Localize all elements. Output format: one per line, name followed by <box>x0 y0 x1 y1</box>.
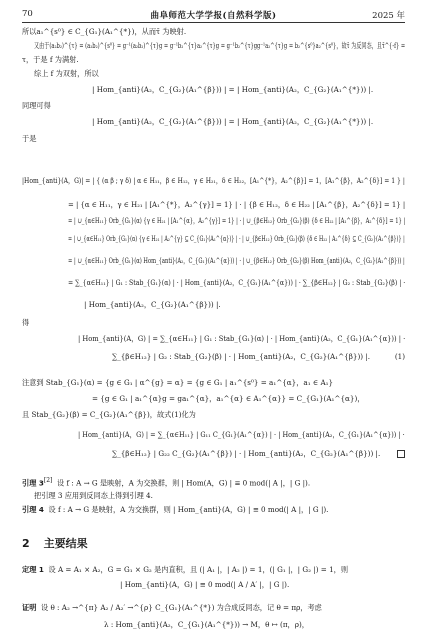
text-line: 所以a₁^{s⁰} ∈ C_{G₁}(A₁^{*})，从而τ̄ 为映射. <box>22 27 187 36</box>
theorem-label: 定理 1 <box>22 565 44 574</box>
proof-text: 设 θ : A₂ →^{π} A₂ / A₂′ →^{ρ} C_{G₁}(A₁^{*}) 为合成反同态，记 θ = πρ，考虑 <box>40 603 322 612</box>
section-heading <box>22 535 88 551</box>
equation: ∑_{β∈H₁₂} | G₂ : Stab_{G₂}(β) | · | Hom_{anti}(A₂，C_{G₂}(A₁^{β})) |. <box>112 352 371 361</box>
running-header <box>22 8 405 23</box>
text-line: 且 Stab_{G₂}(β) = C_{G₂}(A₁^{β})，故式(1)化为 <box>22 410 196 419</box>
equation: |Hom_{anti}(A，G)| = | { (α β ; γ δ) | α ∈ H₁₁，β ∈ H₁₂，γ ∈ H₂₁，δ ∈ H₂₂，[A₁^{*}，A₂^{β}] = 1，[A₁^{β}，A₂^{δ}] = 1 } | <box>22 176 405 185</box>
equation: | Hom_{anti}(A₂，C_{G₂}(A₁^{β})) | = | Hom_{anti}(A₂，C_{G₂}(A₁^{*})) |. <box>92 85 374 94</box>
equation: | Hom_{anti}(A，G) | ≡ 0 mod(| A / A′ |，| G |). <box>120 580 290 589</box>
equation: | Hom_{anti}(A，G) | = ∑_{α∈H₁₁} | G₁ : Stab_{G₁}(α) | · | Hom_{anti}(A₂，C_{G₁}(A₁^{α})) | · <box>78 334 406 343</box>
equation: | Hom_{anti}(A₂，C_{G₂}(A₁^{β})) | = | Hom_{anti}(A₂，C_{G₂}(A₁^{*})) |. <box>92 117 374 126</box>
section-title: 主要结果 <box>43 537 88 550</box>
equation-number: (1) <box>394 352 405 361</box>
text-line: 把引理 3 应用到反同态上得到引理 4. <box>34 491 153 500</box>
citation: [2] <box>43 477 53 484</box>
journal-title: 曲阜师范大学学报(自然科学版) <box>150 11 277 21</box>
lemma-3 <box>22 476 310 487</box>
equation: = | {α ∈ H₁₁，γ ∈ H₂₁ | [A₁^{*}，A₂^{γ}] = 1} | · | {β ∈ H₁₂，δ ∈ H₂₂ | [A₁^{β}，A₂^{δ}] = 1} | <box>68 200 406 209</box>
lemma-label: 引理 3 <box>22 478 44 488</box>
equation: = | ∪_{α∈H₁₁} Orb_{G₁}(α) Hom_{anti}(A₂，C_{G₁}(A₁^{α})) | · | ∪_{β∈H₁₂} Orb_{G₂}(β) Hom_{anti}(A₂，C_{G₂}(A₁^{β})) | <box>68 256 405 265</box>
proof <box>22 603 322 612</box>
theorem-text: 设 A = A₁ × A₂，G = G₁ × G₂ 是内直积，且 (| A₁ |，| A₂ |) = 1，(| G₁ |，| G₂ |) = 1，则 <box>48 565 349 574</box>
text-line: 综上 f 为双射，所以 <box>34 69 99 78</box>
section-number: 2 <box>22 537 30 550</box>
lemma-label: 引理 4 <box>22 505 44 514</box>
equation: = | ∪_{α∈H₁₁} Orb_{G₁}(α) {γ ∈ H₂₁ | A₂^{γ} ⊆ C_{G₁}(A₁^{α})} | · | ∪_{β∈H₁₂} Orb_{G₂}(β) {δ ∈ H₂₂ | A₂^{δ} ⊆ C_{G₂}(A₁^{β})} | <box>68 234 405 243</box>
equation: λ : Hom_{anti}(A₂，C_{G₁}(A₁^{*})) → M，θ ↦ (π，ρ)， <box>104 620 309 629</box>
theorem-1 <box>22 565 348 574</box>
text-line: 又由于(a₂b₂)^{τ} = (a₂b₂)^{s⁰} = g⁻¹(a₂b₂)^{τ}g = g⁻¹b₂^{τ}a₂^{τ}g = g⁻¹b₂^{τ}gg⁻¹a₂^{τ}g = b₂^{s⁰}a₂^{s⁰}，故τ̄ 为反同态，且τ̄^{-f} = <box>34 41 406 50</box>
lemma-text: 设 f : A → G 是映射，A 为交换群，则 | Hom_{anti}(A，G) | ≡ 0 mod(| A |，| G |). <box>48 505 329 514</box>
year: 2025 年 <box>372 11 405 21</box>
text-line: 得 <box>22 318 30 327</box>
page-number: 70 <box>22 9 33 19</box>
equation: = ∑_{α∈H₁₁} | G₁ : Stab_{G₁}(α) | · | Hom_{anti}(A₂，C_{G₁}(A₁^{α})) | · ∑_{β∈H₁₂} | G₂ : Stab_{G₂}(β) | · <box>68 278 406 287</box>
equation: | Hom_{anti}(A₂，C_{G₂}(A₁^{β})) |. <box>84 300 221 309</box>
proof-label: 证明 <box>22 603 37 612</box>
text-line: 于是 <box>22 134 37 143</box>
lemma-text: 设 f : A → G 是映射，A 为交换群，则 | Hom(A，G) | ≡ 0 mod(| A |，| G |). <box>56 478 311 488</box>
qed-box <box>397 450 405 458</box>
text-line: 同理可得 <box>22 101 51 110</box>
text-line: 注意到 Stab_{G₁}(α) = {g ∈ G₁ | α^{g} = α} = {g ∈ G₁ | a₁^{s⁰} = a₁^{α}，a₁ ∈ A₁} <box>22 378 334 387</box>
lemma-4 <box>22 505 328 514</box>
equation: | Hom_{anti}(A，G) | = ∑_{α∈H₁₁} | G₁₁ C_{G₁}(A₁^{α}) | · | Hom_{anti}(A₂，C_{G₁}(A₁^{α})) | · <box>78 430 405 439</box>
equation: ∑_{β∈H₁₂} | G₂₂ C_{G₂}(A₁^{β}) | · | Hom_{anti}(A₂，C_{G₂}(A₁^{β})) |. <box>112 449 381 458</box>
equation: = | ∪_{α∈H₁₁} Orb_{G₁}(α) {γ ∈ H₂₁ | [A₁^{α}，A₂^{γ}] = 1} | · | ∪_{β∈H₁₂} Orb_{G₂}(β) {δ ∈ H₂₂ | [A₁^{β}，A₂^{δ}] = 1} | <box>68 216 406 225</box>
text-line: τ，于是 f 为满射. <box>22 55 79 64</box>
equation: = {g ∈ G₁ | a₁^{α}g = ga₁^{α}，a₁^{α} ∈ A₁^{α}} = C_{G₁}(A₁^{α})， <box>92 394 365 403</box>
